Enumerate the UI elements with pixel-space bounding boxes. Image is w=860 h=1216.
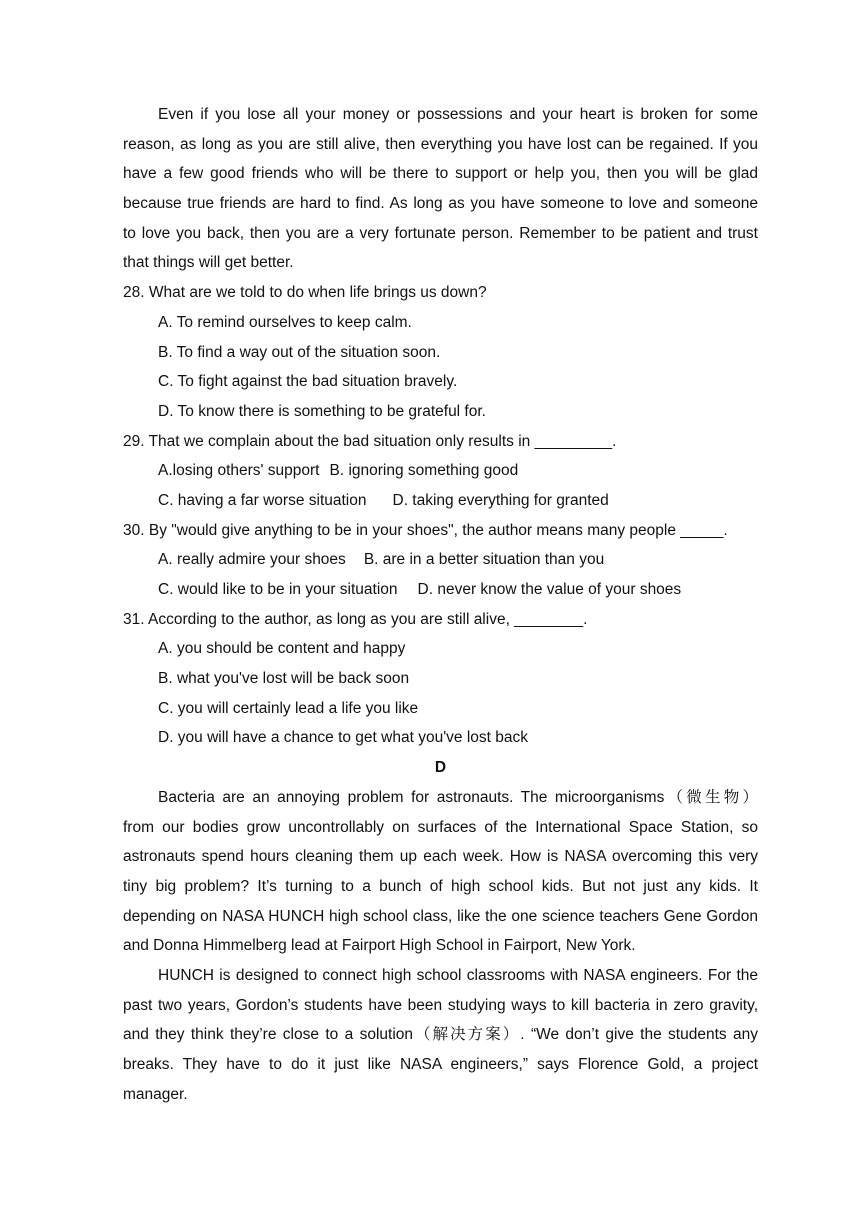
paragraph-line: and Donna Himmelberg lead at Fairport High School in Fairport, New York. (123, 937, 636, 955)
paragraph-line: have a few good friends who will be there to support or help you, then you will be glad (123, 165, 758, 183)
paragraph-line: tiny big problem? It’s turning to a bunch of high school kids. But not just any kids. It (123, 877, 758, 895)
section-heading: D (434, 759, 447, 777)
passage-paragraph (123, 100, 758, 278)
option-a: A. To remind ourselves to keep calm. (158, 313, 412, 331)
paragraph-line: from our bodies grow uncontrollably on surfaces of the International Space Station, so (123, 818, 758, 836)
question-29 (123, 427, 758, 516)
option-d: D. To know there is something to be grateful for. (158, 402, 486, 420)
question-30 (123, 516, 758, 605)
option-d: D. you will have a chance to get what you've lost back (158, 729, 528, 747)
paragraph-line: and they think they’re close to a solution（解决方案）. “We don’t give the students any (123, 1026, 758, 1044)
question-stem: 29. That we complain about the bad situation only results in _________. (123, 432, 617, 450)
paragraph-line: depending on NASA HUNCH high school class, like the one science teachers Gene Gordon (123, 907, 758, 925)
paragraph-line: that things will get better. (123, 254, 294, 272)
paragraph-line: HUNCH is designed to connect high school classrooms with NASA engineers. For the (158, 966, 758, 984)
option-a: A.losing others' support (158, 462, 320, 480)
paragraph-line: reason, as long as you are still alive, then everything you have lost can be regained. If you (123, 135, 758, 153)
option-row (123, 575, 758, 605)
paragraph-line: to love you back, then you are a very fortunate person. Remember to be patient and trust (123, 224, 758, 242)
option-c: C. To fight against the bad situation bravely. (158, 373, 458, 391)
option-row (123, 456, 758, 486)
section-d-paragraph-1 (123, 783, 758, 961)
option-c: C. would like to be in your situation (158, 581, 398, 598)
option-b: B. To find a way out of the situation soon. (158, 343, 441, 361)
paragraph-line: Even if you lose all your money or possessions and your heart is broken for some (158, 106, 758, 123)
paragraph-line: past two years, Gordon’s students have been studying ways to kill bacteria in zero gravity, (123, 996, 758, 1014)
paragraph-line: because true friends are hard to find. As long as you have someone to love and someone (123, 195, 758, 213)
question-stem: 28. What are we told to do when life brings us down? (123, 284, 487, 302)
option-d: D. never know the value of your shoes (417, 581, 682, 598)
question-stem: 31. According to the author, as long as you are still alive, ________. (123, 610, 588, 628)
option-c: C. you will certainly lead a life you like (158, 699, 419, 717)
option-row (123, 486, 758, 516)
option-d: D. taking everything for granted (392, 491, 609, 509)
option-b: B. what you've lost will be back soon (158, 670, 410, 688)
option-c: C. having a far worse situation (158, 491, 367, 509)
option-a: A. really admire your shoes (158, 551, 346, 569)
option-row (123, 545, 758, 575)
question-stem: 30. By "would give anything to be in your shoes", the author means many people _____. (123, 521, 728, 539)
option-b: B. are in a better situation than you (363, 551, 605, 569)
option-a: A. you should be content and happy (158, 640, 406, 658)
paragraph-line: breaks. They have to do it just like NASA engineers,” says Florence Gold, a project (123, 1056, 758, 1073)
question-28 (123, 278, 758, 426)
section-d-paragraph-2 (123, 961, 758, 1109)
option-b: B. ignoring something good (329, 462, 519, 480)
paragraph-line: Bacteria are an annoying problem for astronauts. The microorganisms（微生物） (158, 788, 758, 806)
paragraph-line: manager. (123, 1085, 188, 1103)
paragraph-line: astronauts spend hours cleaning them up each week. How is NASA overcoming this very (123, 848, 758, 866)
question-31 (123, 605, 758, 753)
